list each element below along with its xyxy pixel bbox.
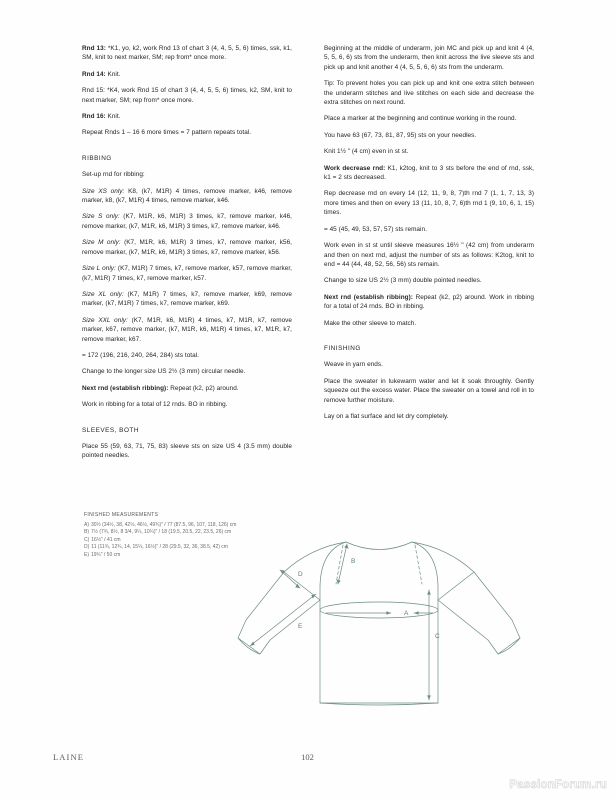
- ribbing-paragraph: [82, 316, 292, 344]
- finished-measurements-title: FINISHED MEASUREMENTS: [84, 512, 159, 518]
- needle-change-text: Change to the longer size US 2½ (3 mm) circular needle.: [82, 368, 246, 376]
- rnd-text: Knit.: [105, 113, 121, 121]
- sleeves-text: Place 55 (59, 63, 71, 75, 83) sleeve sts on size US 4 (3.5 mm) double pointed needles.: [82, 442, 292, 460]
- section-heading-ribbing: RIBBING: [82, 154, 112, 162]
- needle-change-text: Change to size US 2½ (3 mm) double pointed needles.: [324, 277, 482, 285]
- next-rnd-paragraph: [324, 293, 534, 312]
- pattern-paragraph: [82, 112, 292, 121]
- torso-outline: [320, 586, 438, 703]
- stitch-total-text: = 172 (196, 216, 240, 264, 284) sts total.: [82, 351, 199, 359]
- ribbing-text: (K7, M1R) 7 times, k7, remove marker, k57, remove marker, (k7, M1R) 7 times, k7, remove marker, k57.: [82, 265, 292, 282]
- finishing-paragraph: [324, 377, 534, 405]
- arrow-b-head-top: [344, 544, 348, 549]
- measurement-key: C): [84, 536, 90, 543]
- rnd-label: Rnd 16:: [82, 113, 106, 121]
- ribbing-text: (K7, M1R, k6, M1R) 4 times, k7, M1R, k7, remove marker, k67, remove marker, (k7, M1R, k6, M1R) 4 times, k7, M1R, k7, remove marker, k67.: [82, 316, 292, 343]
- sleeves-paragraph: [82, 442, 292, 461]
- finishing-text: Lay on a flat surface and let dry completely.: [324, 412, 449, 420]
- instruction-text: Beginning at the middle of underarm, join MC and pick up and knit 4 (4, 5, 5, 6, 6) sts from the underarm, then knit across the live sleeve sts and pick up and knit another 4 (4, 5, 5, 6, 6) sts from the underarm.: [324, 45, 534, 71]
- decrease-rnd-text: K1, k2tog, knit to 3 sts before the end of rnd, ssk, k1 = 2 sts decreased.: [324, 164, 534, 182]
- rnd-label: Rnd 14:: [82, 70, 106, 78]
- rnd-text: Rnd 15: *K4, work Rnd 15 of chart 3 (4, 4, 5, 5, 6) times, k2, SM, knit to next marker, SM; rep from* once more.: [82, 87, 292, 104]
- needle-change: [82, 367, 292, 376]
- measurement-key: B): [84, 529, 89, 536]
- ribbing-text: K8, (k7, M1R) 4 times, remove marker, k46, remove marker, k8, (k7, M1R) 4 times, remove marker, k46.: [82, 187, 293, 205]
- instruction-paragraph: [324, 114, 534, 123]
- ribbing-paragraph: [82, 212, 292, 231]
- footer-brand: LAINE: [53, 752, 84, 762]
- measurement-key: E): [84, 551, 89, 558]
- arrow-e-line: [250, 594, 316, 646]
- decrease-rnd-paragraph: [324, 164, 534, 183]
- schematic-label-c: C: [435, 633, 440, 640]
- neckline-curve: [346, 542, 412, 550]
- pattern-paragraph: [82, 44, 292, 63]
- schematic-label-b: B: [351, 558, 356, 565]
- instruction-text: Place a marker at the beginning and continue working in the round.: [324, 115, 517, 123]
- ribbing-paragraph: [82, 264, 292, 283]
- bind-off-text: Work in ribbing for a total of 12 rnds. BO in ribbing.: [82, 401, 228, 409]
- tip-paragraph: [324, 79, 534, 107]
- finishing-text: Place the sweater in lukewarm water and let it soak throughly. Gently squeeze out the excess water. Place the sweater on a towel and roll in to remove further moisture.: [324, 377, 534, 404]
- arrow-a-head-right: [386, 611, 391, 615]
- arrow-c-head-bottom: [427, 695, 431, 700]
- measurement-value: 16½" / 41 cm: [91, 536, 121, 543]
- measurement-key: A): [84, 521, 89, 528]
- size-label: Size XS only:: [82, 187, 125, 195]
- watermark: PassionForum.ru: [509, 779, 607, 791]
- sweater-schematic: [228, 528, 568, 733]
- instruction-paragraph: [324, 241, 534, 269]
- left-shoulder-curve: [320, 542, 346, 586]
- ribbing-text: (K7, M1R, k6, M1R) 3 times, k7, remove marker, k56, remove marker, (k7, M1R, k6, M1R) 3 times, k7, remove marker, k56.: [82, 239, 292, 256]
- footer-page-number: 102: [301, 752, 314, 762]
- rnd-label: Rnd 13:: [82, 45, 106, 52]
- arrow-b-head-bottom: [336, 579, 340, 584]
- next-rnd-paragraph: [82, 384, 292, 393]
- text-columns: [82, 44, 534, 461]
- rnd-text: *K1, yo, k2, work Rnd 13 of chart 3 (4, 4, 5, 5, 6) times, ssk, k1, SM, knit to next marker, SM; rep from* once more.: [82, 45, 292, 62]
- stitch-count-text: You have 63 (67, 73, 81, 87, 95) sts on your needles.: [324, 131, 477, 139]
- right-underarm-line: [438, 572, 474, 600]
- measurement-value: 30½ (34½, 38, 42½, 46½, 49¾)" / 77 (87.5, 96, 107, 118, 126) cm: [91, 521, 237, 528]
- right-column: [324, 44, 534, 421]
- needle-change: [324, 276, 534, 285]
- pattern-paragraph: [82, 70, 292, 79]
- next-rnd-label: Next rnd (establish ribbing):: [82, 384, 169, 392]
- arrow-c-head-top: [427, 590, 431, 595]
- stitch-total-text: = 45 (45, 49, 53, 57, 57) sts remain.: [324, 225, 427, 233]
- instruction-paragraph: [324, 189, 534, 217]
- next-rnd-label: Next rnd (establish ribbing):: [324, 293, 413, 301]
- tip-text: Tip: To prevent holes you can pick up and knit one extra stitch between the underarm stitches and live stitches on each side and decrease the extra stitches on next round.: [324, 80, 534, 107]
- left-sleeve-outline: [238, 542, 346, 654]
- rnd-text: Repeat Rnds 1 – 16 6 more times = 7 pattern repeats total.: [82, 129, 252, 137]
- size-label: Size XXL only:: [82, 316, 128, 324]
- size-label: Size L only:: [82, 265, 116, 273]
- ribbing-paragraph: [82, 187, 292, 206]
- section-heading-sleeves: SLEEVES, BOTH: [82, 426, 139, 434]
- schematic-label-d: D: [298, 571, 303, 578]
- finishing-paragraph: [324, 360, 534, 369]
- pattern-paragraph: [82, 128, 292, 137]
- page-footer: [0, 752, 615, 772]
- right-yoke-guide: [415, 545, 422, 584]
- arrow-e-head-bottom: [250, 641, 255, 646]
- instruction-text: Work even in st st until sleeve measures 16½ " (42 cm) from underarm and then on next rnd, adjust the number of sts as follows: K2tog, knit to end = 44 (44, 48, 52, 56, 56) sts remain.: [324, 242, 534, 268]
- finishing-paragraph: [324, 412, 534, 421]
- rnd-text: Knit.: [105, 70, 121, 78]
- bind-off-paragraph: [82, 400, 292, 409]
- size-label: Size M only:: [82, 239, 121, 247]
- next-rnd-text: Repeat (k2, p2) around. Work in ribbing for a total of 24 rnds. BO in ribbing.: [324, 293, 535, 311]
- ribbing-paragraph: [82, 290, 292, 309]
- next-rnd-text: Repeat (k2, p2) around.: [168, 384, 239, 392]
- instruction-paragraph: [324, 147, 534, 156]
- finishing-text: Weave in yarn ends.: [324, 361, 383, 369]
- schematic-label-a: A: [404, 610, 409, 617]
- bust-ellipse: [320, 602, 438, 618]
- ribbing-text: Set-up rnd for ribbing:: [82, 171, 145, 179]
- ribbing-paragraph: [82, 238, 292, 257]
- arrow-a-head-left: [414, 611, 419, 615]
- instruction-paragraph: [324, 319, 534, 328]
- ribbing-text: (K7, M1R, k6, M1R) 3 times, k7, remove marker, k46, remove marker, (k7, M1R, k6, M1R) 3 times, k7, remove marker, k46.: [82, 213, 292, 230]
- left-column: [82, 44, 292, 461]
- ribbing-text: (K7, M1R) 7 times, k7, remove marker, k69, remove marker, (k7, M1R) 7 times, k7, remove marker, k69.: [82, 290, 293, 308]
- right-shoulder-curve: [412, 542, 438, 586]
- ribbing-paragraph: [82, 170, 292, 179]
- measurement-key: D): [84, 544, 90, 551]
- right-sleeve-outline: [412, 542, 520, 654]
- instruction-text: Rep decrease rnd on every 14 (12, 11, 9, 8, 7)th rnd 7 (1, 1, 7, 13, 3) more times and then on every 13 (11, 10, 8, 7, 6)th rnd 1 (9, 10, 6, 1, 15) times.: [324, 190, 534, 217]
- size-label: Size S only:: [82, 213, 120, 221]
- stitch-total: [82, 351, 292, 360]
- decrease-rnd-label: Work decrease rnd:: [324, 164, 386, 172]
- measurement-value: 7½ (7¾, 8½, 8 3/4, 9¼, 10¼)" / 18 (19.5, 20.5, 22, 23.5, 26) cm: [91, 529, 232, 536]
- measurement-value: 11 (11¾, 12¾, 14, 15¼, 16½)" / 28 (29.5, 32, 36, 38.5, 42) cm: [91, 544, 228, 551]
- stitch-count: [324, 131, 534, 140]
- measurement-value: 19¾" / 50 cm: [91, 551, 121, 558]
- instruction-text: Make the other sleeve to match.: [324, 319, 417, 327]
- stitch-total: [324, 225, 534, 234]
- section-heading-finishing: FINISHING: [324, 344, 361, 352]
- instruction-paragraph: [324, 44, 534, 72]
- pattern-paragraph: [82, 86, 292, 105]
- size-label: Size XL only:: [82, 290, 124, 298]
- instruction-text: Knit 1½ " (4 cm) even in st st.: [324, 148, 409, 156]
- schematic-label-e: E: [298, 623, 303, 630]
